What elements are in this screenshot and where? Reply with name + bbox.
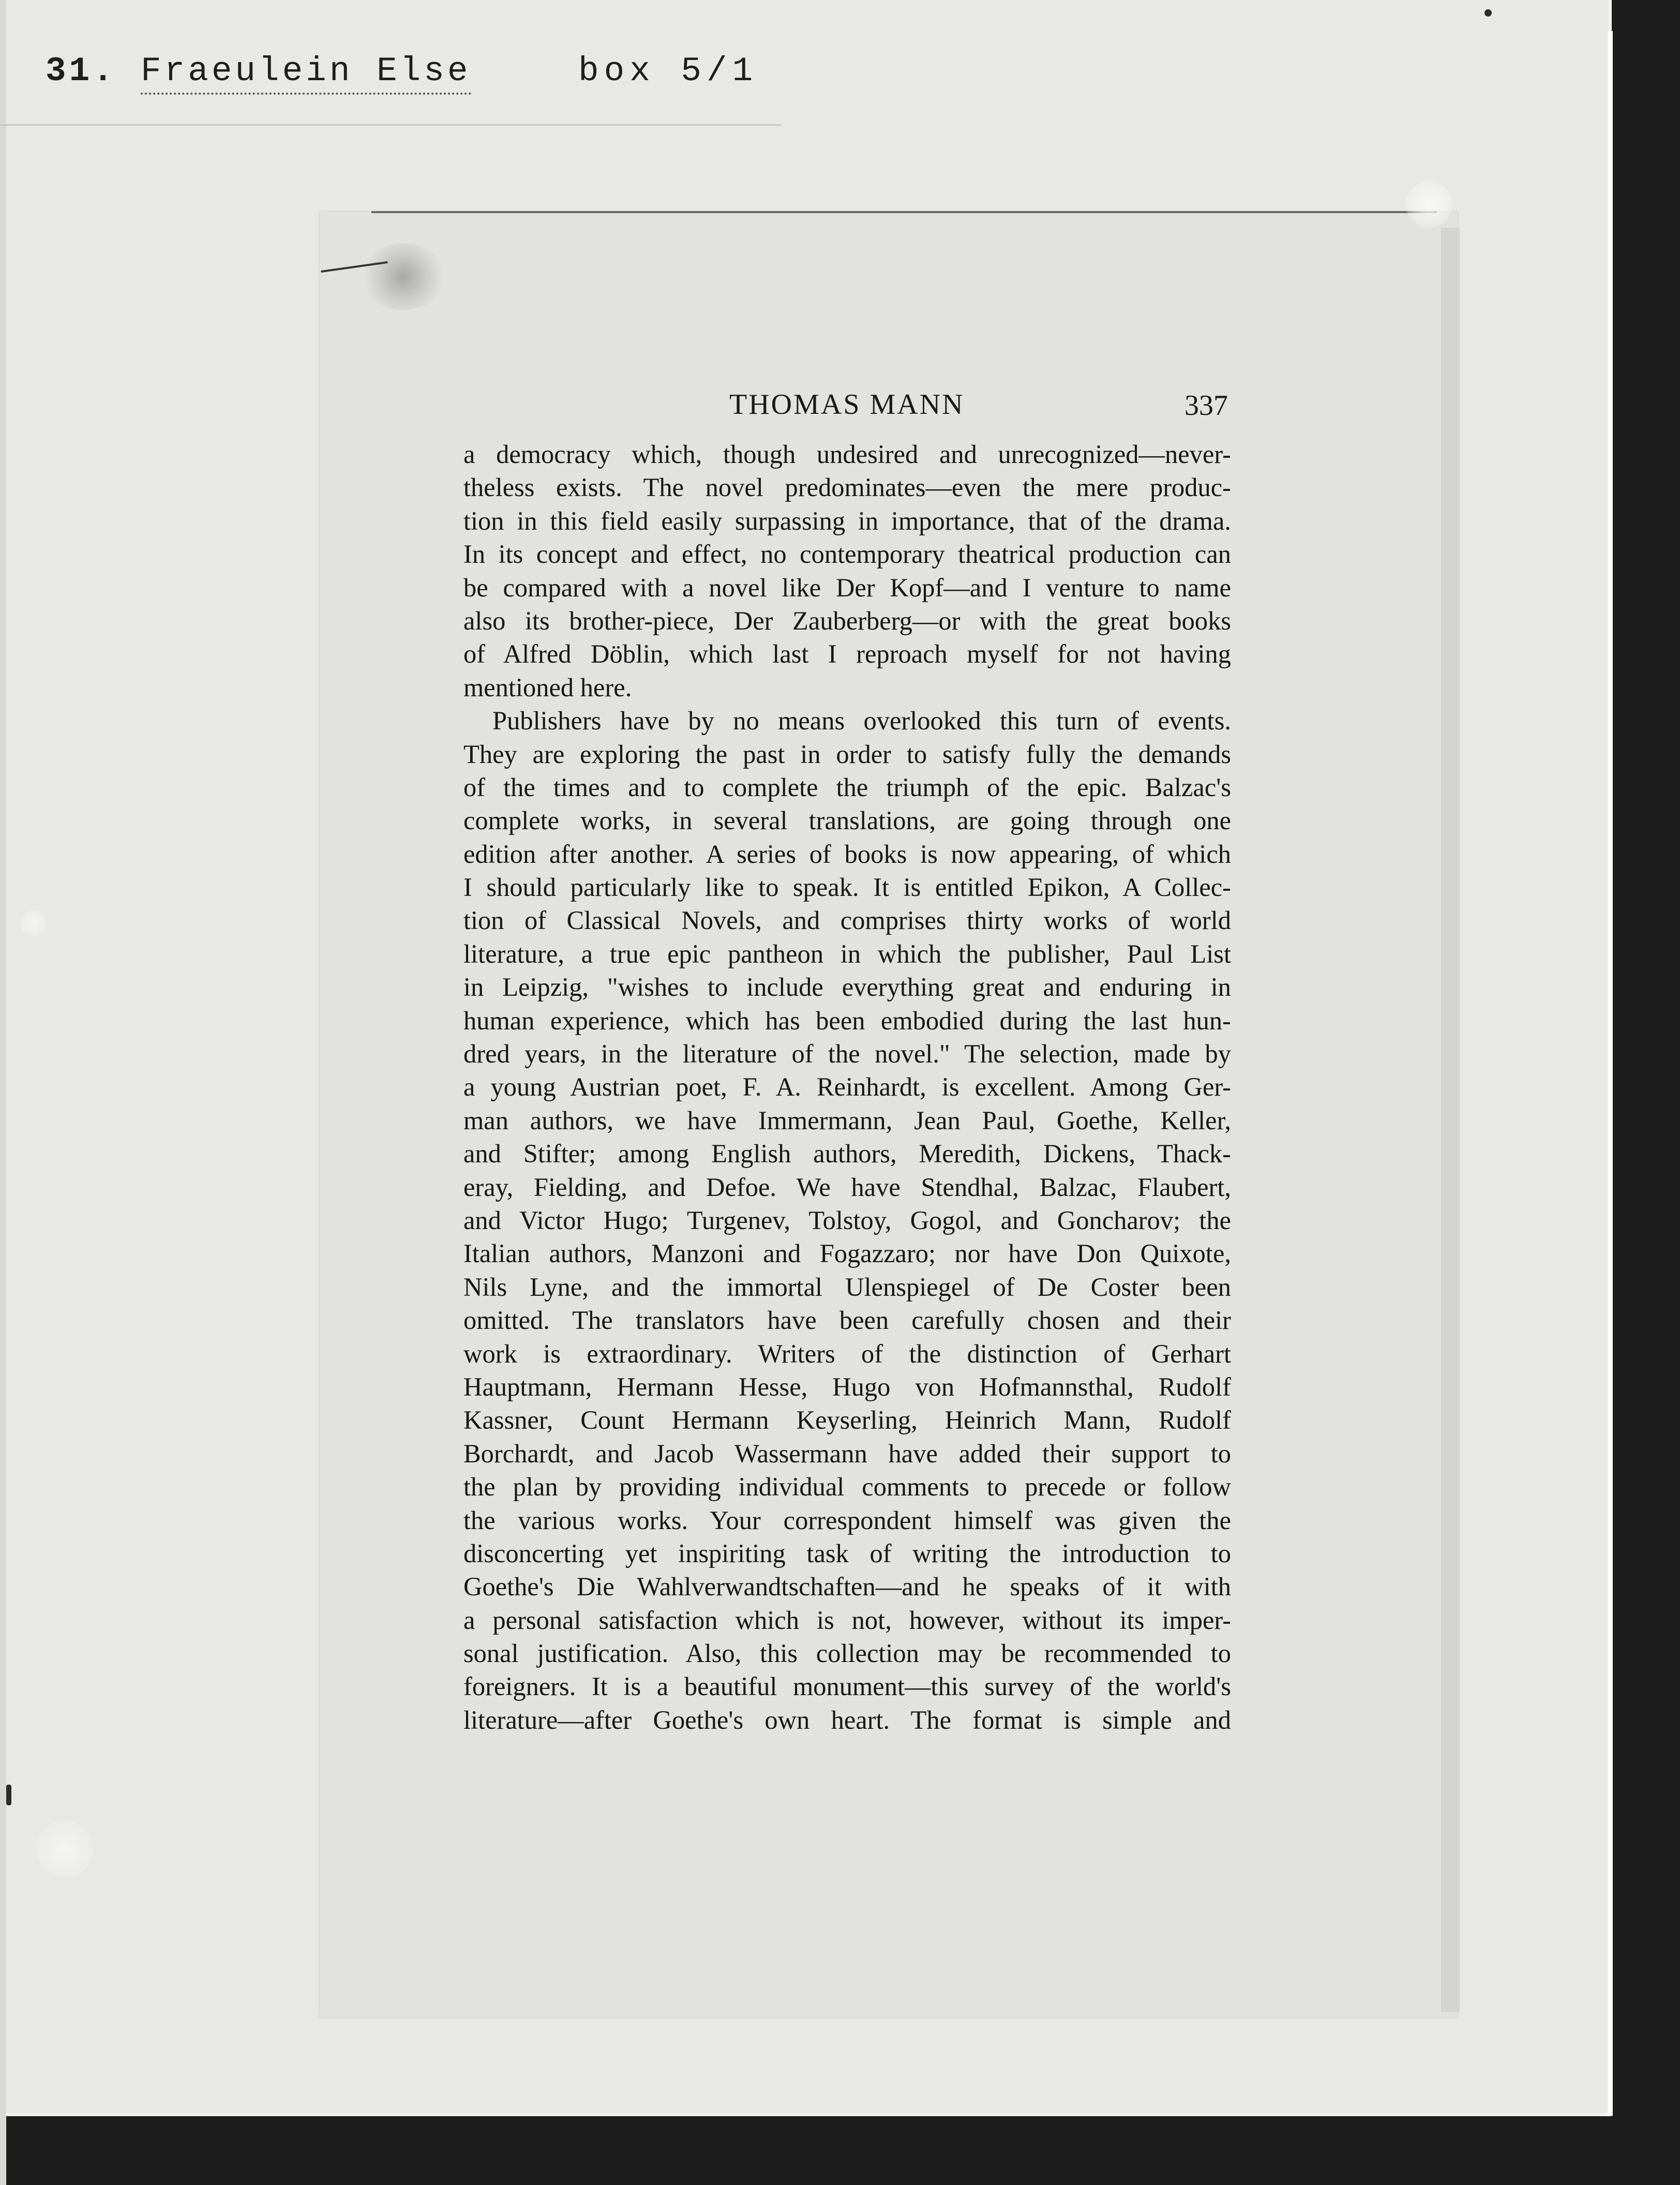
text-line: of the times and to complete the triumph of the epic. Balzac's xyxy=(463,772,1231,802)
scan-speck xyxy=(21,910,47,936)
text-line: In its concept and effect, no contemporary theatrical production can xyxy=(463,540,1231,569)
text-line: and Stifter; among English authors, Meredith, Dickens, Thack- xyxy=(463,1139,1231,1169)
text-line: in Leipzig, "wishes to include everything great and enduring in xyxy=(463,972,1231,1002)
text-line: Kassner, Count Hermann Keyserling, Heinrich Mann, Rudolf xyxy=(463,1405,1231,1435)
text-line: eray, Fielding, and Defoe. We have Stendhal, Balzac, Flaubert, xyxy=(463,1172,1231,1202)
text-line: human experience, which has been embodied during the last hun- xyxy=(463,1006,1231,1035)
text-line: Borchardt, and Jacob Wassermann have added their support to xyxy=(463,1439,1231,1468)
label-title: Fraeulein Else xyxy=(141,52,471,95)
label-box: box 5/1 xyxy=(578,52,758,91)
text-line: sonal justification. Also, this collection may be recommended to xyxy=(463,1639,1231,1668)
scan-mark xyxy=(6,1785,11,1805)
text-line: mentioned here. xyxy=(463,672,632,702)
text-line: literature, a true epic pantheon in which the publisher, Paul List xyxy=(463,939,1231,968)
text-line: edition after another. A series of books is now appearing, of which xyxy=(463,839,1231,869)
text-line: disconcerting yet inspiriting task of writing the introduction to xyxy=(463,1538,1231,1568)
text-line: complete works, in several translations, are going through one xyxy=(463,806,1231,835)
text-line: the various works. Your correspondent himself was given the xyxy=(463,1505,1231,1535)
scan-speck xyxy=(1406,181,1452,228)
label-rule xyxy=(0,124,781,126)
text-line: a young Austrian poet, F. A. Reinhardt, is excellent. Among Ger- xyxy=(463,1072,1231,1102)
sheet-left-edge xyxy=(0,0,6,2185)
label-number: 31. xyxy=(46,52,116,91)
text-line: Nils Lyne, and the immortal Ulenspiegel of De Coster been xyxy=(463,1272,1231,1301)
text-line: Goethe's Die Wahlverwandtschaften—and he speaks of it with xyxy=(463,1572,1231,1602)
page-number: 337 xyxy=(1184,390,1228,422)
sheet-right-edge xyxy=(1608,31,1613,2116)
scan-mark xyxy=(1484,9,1492,17)
text-line: They are exploring the past in order to satisfy fully the demands xyxy=(463,739,1231,769)
text-line: man authors, we have Immermann, Jean Paul, Goethe, Keller, xyxy=(463,1105,1231,1135)
text-line: of Alfred Döblin, which last I reproach myself for not having xyxy=(463,639,1231,669)
text-line: the plan by providing individual comments to precede or follow xyxy=(463,1472,1231,1502)
text-line: Publishers have by no means overlooked this turn of events. xyxy=(492,706,1231,736)
text-line: be compared with a novel like Der Kopf—and I venture to name xyxy=(463,573,1231,602)
text-line: foreigners. It is a beautiful monument—this survey of the world's xyxy=(463,1672,1231,1701)
text-line: I should particularly like to speak. It is entitled Epikon, A Collec- xyxy=(463,873,1231,902)
text-line: dred years, in the literature of the novel." The selection, made by xyxy=(463,1039,1231,1069)
text-line: and Victor Hugo; Turgenev, Tolstoy, Gogol, and Goncharov; the xyxy=(463,1205,1231,1235)
text-line: also its brother-piece, Der Zauberberg—or with the great books xyxy=(463,606,1231,635)
text-line: work is extraordinary. Writers of the distinction of Gerhart xyxy=(463,1339,1231,1368)
text-line: omitted. The translators have been carefully chosen and their xyxy=(463,1306,1231,1335)
text-line: theless exists. The novel predominates—even the mere produc- xyxy=(463,473,1231,502)
text-line: a personal satisfaction which is not, however, without its imper- xyxy=(463,1605,1231,1635)
text-line: Hauptmann, Hermann Hesse, Hugo von Hofmannsthal, Rudolf xyxy=(463,1372,1231,1401)
text-line: literature—after Goethe's own heart. The format is simple and xyxy=(463,1705,1231,1734)
text-line: tion in this field easily surpassing in importance, that of the drama. xyxy=(463,506,1231,535)
text-line: Italian authors, Manzoni and Fogazzaro; nor have Don Quixote, xyxy=(463,1239,1231,1268)
running-head: THOMAS MANN xyxy=(729,388,965,421)
body-text xyxy=(463,438,1231,1737)
text-line: tion of Classical Novels, and comprises thirty works of world xyxy=(463,906,1231,935)
page-top-edge xyxy=(371,211,1437,213)
corner-smudge xyxy=(362,243,445,310)
page-right-shadow xyxy=(1441,228,1460,2012)
text-line: a democracy which, though undesired and unrecognized—never- xyxy=(463,440,1231,469)
scan-speck xyxy=(36,1821,93,1878)
